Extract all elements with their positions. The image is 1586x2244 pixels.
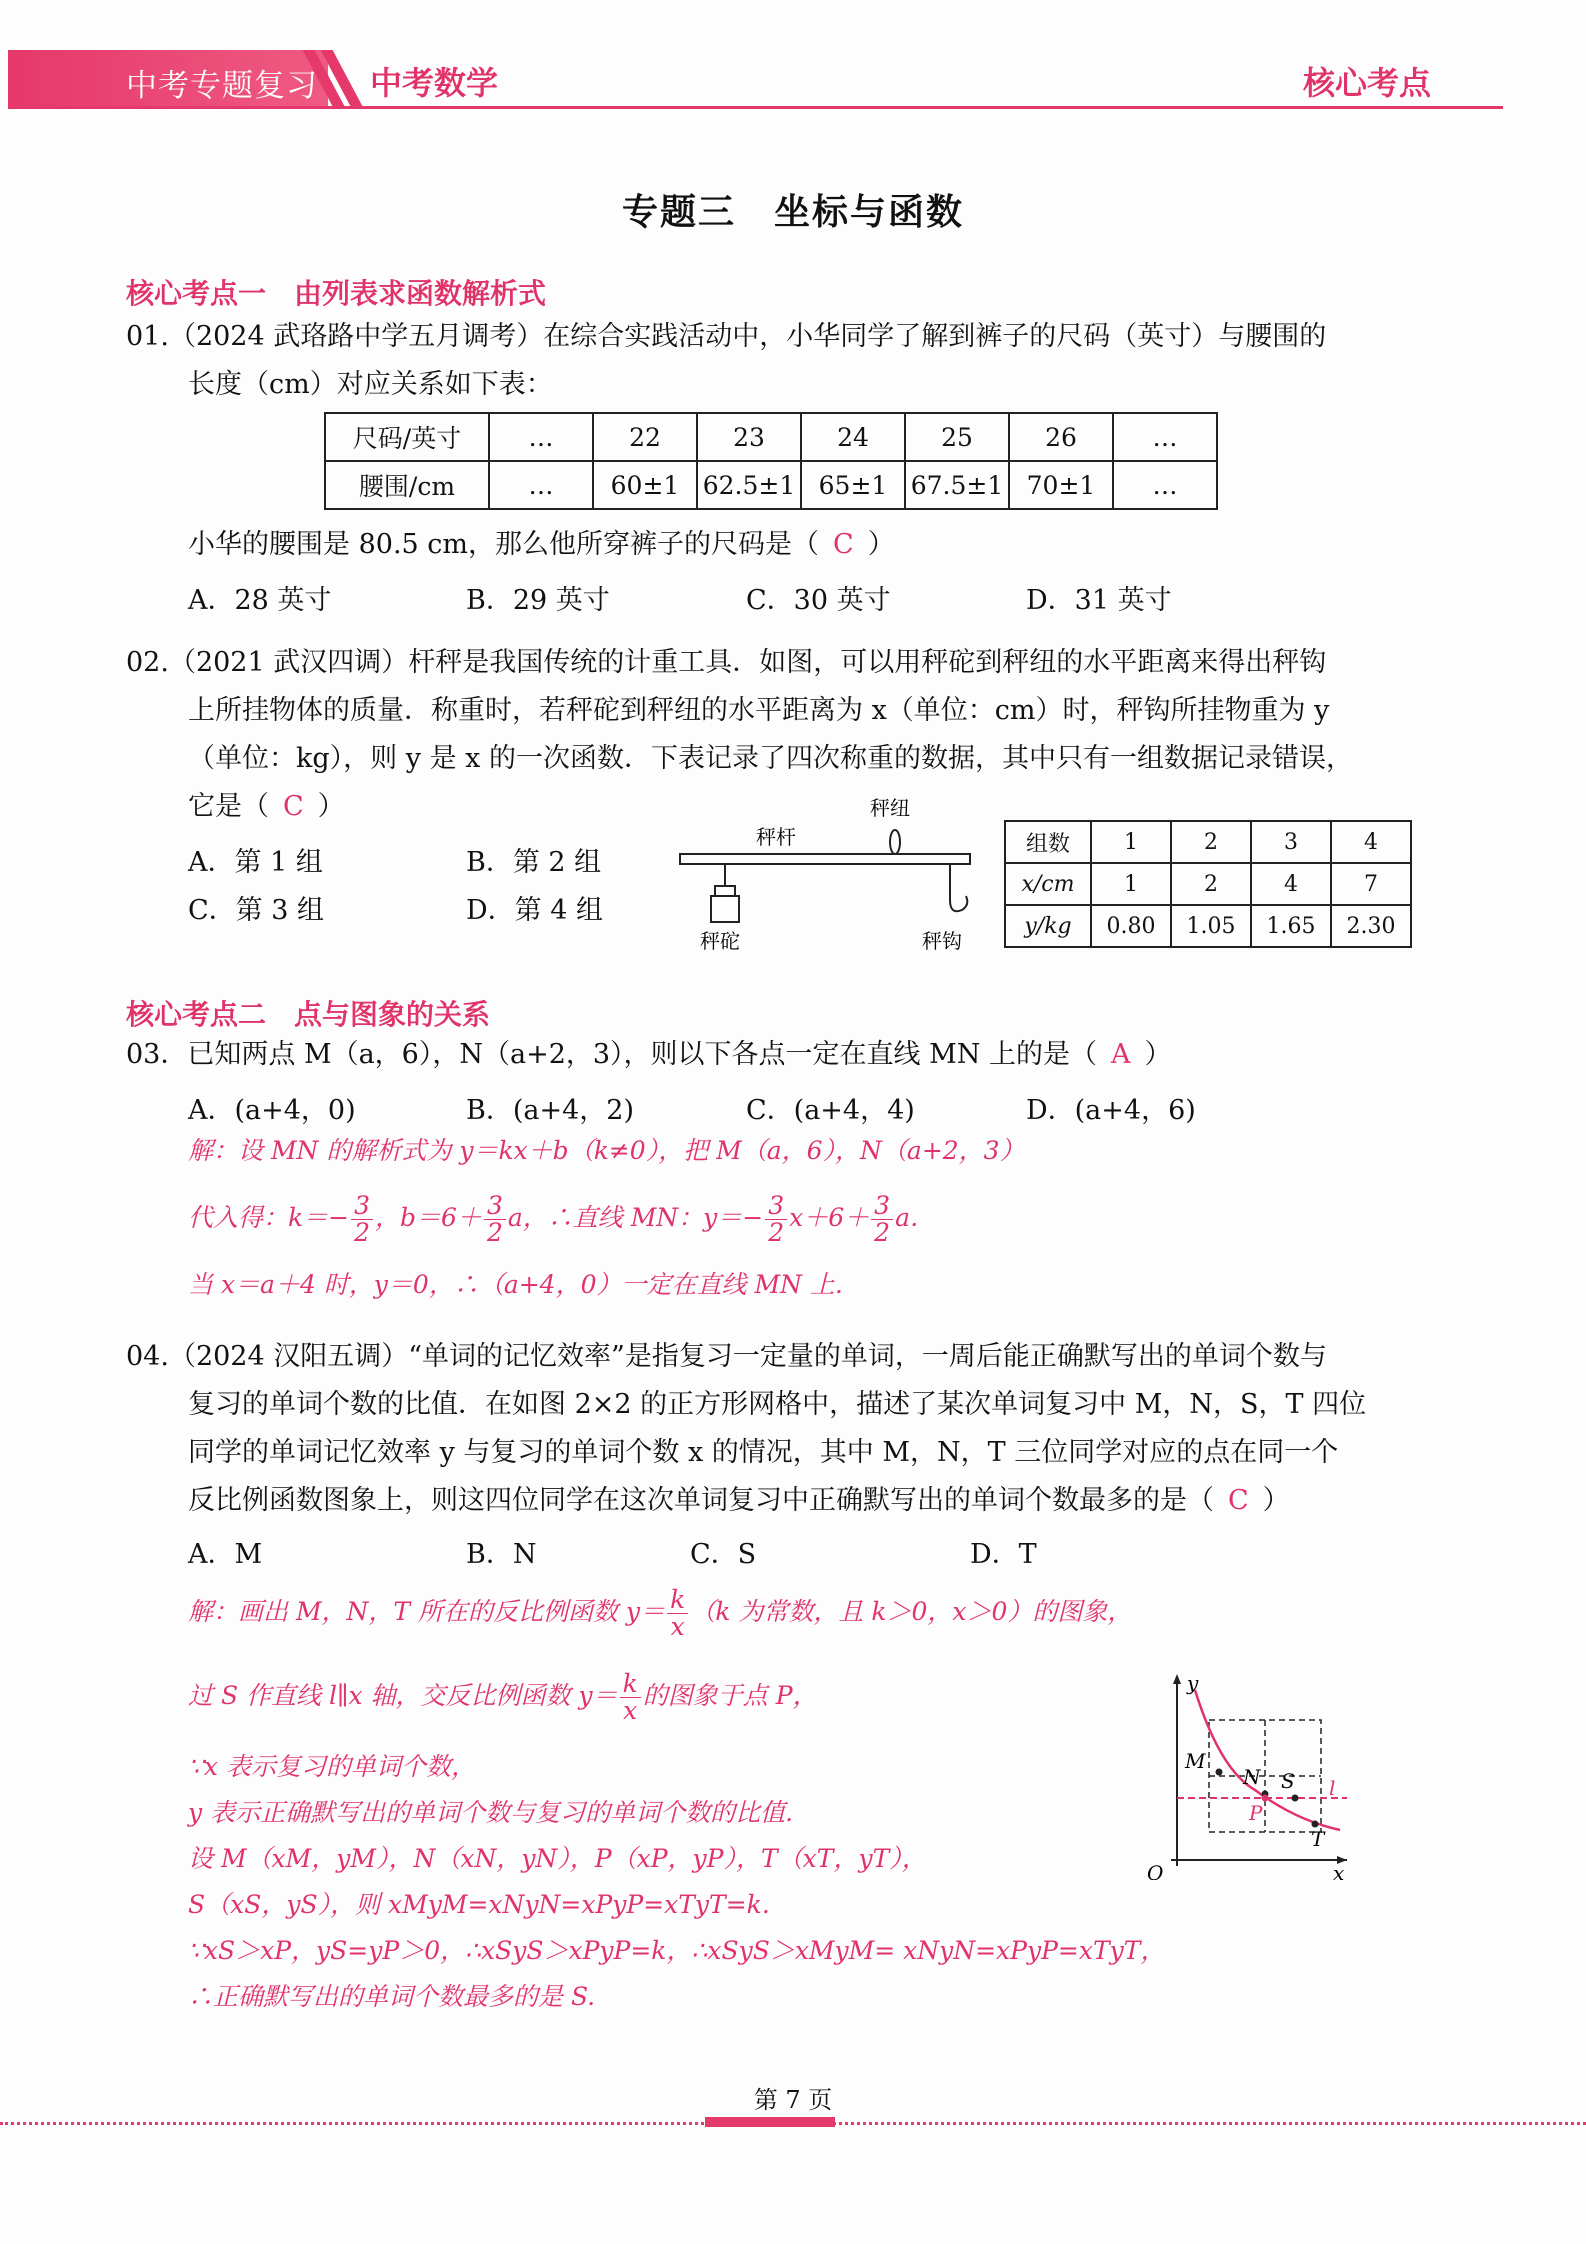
table-cell: 0.80: [1091, 905, 1171, 947]
point-s-label: S: [1281, 1769, 1295, 1793]
q4-line-2: 复习的单词个数的比值．在如图 2×2 的正方形网格中，描述了某次单词复习中 M，N，S，T 四位: [188, 1389, 1367, 1420]
q4-line-1: 04.（2024 汉阳五调）“单词的记忆效率”是指复习一定量的单词，一周后能正确默写出的单词个数与: [126, 1341, 1327, 1372]
q3-line-1: 03．已知两点 M（a，6），N（a+2，3），则以下各点一定在直线 MN 上的是（: [126, 1039, 1097, 1070]
q1-close: ）: [867, 529, 895, 560]
weight-body: [711, 896, 739, 922]
table-row: [325, 461, 1217, 509]
q3-solution-2: [188, 1188, 935, 1248]
table-cell: …: [1113, 461, 1217, 509]
table-row: [1005, 863, 1411, 905]
table-row: [1005, 821, 1411, 863]
point-s: [1292, 1795, 1299, 1802]
table-cell: 2: [1171, 821, 1251, 863]
q1-ask: 小华的腰围是 80.5 cm，那么他所穿裤子的尺码是（: [188, 529, 820, 560]
table-cell: 7: [1331, 863, 1411, 905]
q4-answer: C: [1228, 1485, 1249, 1516]
q4-sol2-part: 的图象于点 P，: [642, 1681, 818, 1710]
fraction-den: 2: [874, 1218, 891, 1247]
q2-option-d: D．第 4 组: [466, 895, 603, 926]
q2-option-a: A．第 1 组: [188, 847, 323, 878]
table-cell: 1: [1091, 821, 1171, 863]
q4-option-a: A．M: [188, 1539, 263, 1570]
q4-solution-4: y 表示正确默写出的单词个数与复习的单词个数的比值.: [188, 1798, 794, 1827]
fraction-num: k: [667, 1587, 688, 1614]
header-subject: 中考数学: [370, 64, 499, 102]
y-axis-arrow-icon: [1173, 1674, 1181, 1684]
table-cell: …: [1113, 413, 1217, 461]
q4-solution-2: [188, 1666, 818, 1726]
hook-icon: [950, 864, 967, 911]
q4-option-c: C．S: [690, 1539, 757, 1570]
inverse-function-graph: [1125, 1670, 1355, 1880]
table-cell: 67.5±1: [905, 461, 1009, 509]
section-heading-2: 核心考点二 点与图象的关系: [126, 998, 491, 1031]
grid-2x2: [1209, 1720, 1321, 1832]
table-cell: 25: [905, 413, 1009, 461]
q1-option-d: D．31 英寸: [1026, 585, 1172, 616]
steelyard-gan-label: 秤杆: [756, 825, 796, 849]
table-cell: 1.05: [1171, 905, 1251, 947]
point-p-label: P: [1249, 1801, 1263, 1825]
q2-option-c: C．第 3 组: [188, 895, 325, 926]
q3-sol2-part: a．: [895, 1203, 935, 1232]
table-cell: 70±1: [1009, 461, 1113, 509]
table-cell: …: [489, 461, 593, 509]
q2-data-table: [1004, 820, 1412, 948]
q3-answer: A: [1111, 1039, 1131, 1070]
page-title: 专题三 坐标与函数: [621, 192, 964, 233]
header-series-tab: [8, 50, 328, 108]
line-l-label: l: [1329, 1776, 1336, 1800]
q4-option-b: B．N: [466, 1539, 537, 1570]
table-cell: 24: [801, 413, 905, 461]
x-axis-label: x: [1333, 1861, 1345, 1880]
q4-question: [188, 1484, 1290, 1518]
q4-line-3: 同学的单词记忆效率 y 与复习的单词个数 x 的情况，其中 M，N，T 三位同学对应的点在同一个: [188, 1437, 1339, 1468]
table-cell: 4: [1251, 863, 1331, 905]
table-cell: 62.5±1: [697, 461, 801, 509]
q1-answer: C: [833, 529, 854, 560]
point-p: [1262, 1795, 1269, 1802]
table-cell: 1: [1091, 863, 1171, 905]
fraction-den: x: [623, 1696, 638, 1725]
steelyard-figure: [670, 790, 990, 960]
table-cell: 65±1: [801, 461, 905, 509]
q4-option-d: D．T: [970, 1539, 1037, 1570]
q2-line-1: 02.（2021 武汉四调）杆秤是我国传统的计重工具．如图，可以用秤砣到秤纽的水平距离来得出秤钩: [126, 647, 1327, 678]
fraction-num: 3: [871, 1193, 893, 1220]
header-series: 中考专题复习: [126, 68, 318, 104]
q3-sol2-part: 代入得：k＝−: [188, 1203, 350, 1232]
point-t-label: T: [1311, 1827, 1325, 1851]
q1-option-a: A．28 英寸: [188, 585, 332, 616]
fraction-num: 3: [351, 1193, 373, 1220]
table-cell: 60±1: [593, 461, 697, 509]
point-m: [1216, 1769, 1223, 1776]
section-heading-1: 核心考点一 由列表求函数解析式: [126, 277, 547, 310]
page-number: 第 7 页: [753, 2086, 833, 2114]
q4-solution-6: S（xS，yS），则 xMyM=xNyN=xPyP=xTyT=k.: [188, 1890, 770, 1919]
table-row: [325, 413, 1217, 461]
q1-size-table: [324, 412, 1218, 510]
q3-question: [126, 1038, 1172, 1072]
q3-option-d: D．(a+4，6): [1026, 1095, 1196, 1126]
table-cell: 1.65: [1251, 905, 1331, 947]
q2-line-2: 上所挂物体的质量．称重时，若秤砣到秤纽的水平距离为 x（单位：cm）时，秤钩所挂物重为 y: [188, 695, 1330, 726]
table-cell: 26: [1009, 413, 1113, 461]
table-cell: 2.30: [1331, 905, 1411, 947]
q1-option-c: C．30 英寸: [746, 585, 891, 616]
steelyard-knob: [890, 830, 900, 854]
q3-option-b: B．(a+4，2): [466, 1095, 634, 1126]
weight-top: [715, 886, 735, 896]
fraction-den: 2: [354, 1218, 371, 1247]
q2-close: ）: [317, 791, 345, 822]
fraction-den: 2: [486, 1218, 503, 1247]
table-row: [1005, 905, 1411, 947]
fraction: [484, 1193, 506, 1246]
q4-solution-8: ∴正确默写出的单词个数最多的是 S.: [188, 1982, 596, 2011]
fraction: [620, 1671, 641, 1724]
fraction-num: k: [620, 1671, 641, 1698]
point-n-label: N: [1243, 1765, 1261, 1789]
table-cell: 23: [697, 413, 801, 461]
q2-line-3: （单位：kg），则 y 是 x 的一次函数．下表记录了四次称重的数据，其中只有一组数据记录错误，: [188, 743, 1353, 774]
table-cell: 组数: [1005, 821, 1091, 863]
q1-line-1: 01.（2024 武珞路中学五月调考）在综合实践活动中，小华同学了解到裤子的尺码（英寸）与腰围的: [126, 321, 1327, 352]
header-right-label: 核心考点: [1302, 64, 1431, 102]
q3-close: ）: [1144, 1039, 1172, 1070]
q1-line-2: 长度（cm）对应关系如下表：: [188, 369, 553, 400]
q2-ask: 它是（: [188, 791, 269, 822]
fraction-num: 3: [765, 1193, 787, 1220]
fraction-den: 2: [768, 1218, 785, 1247]
point-m-label: M: [1185, 1749, 1206, 1773]
q2-option-b: B．第 2 组: [466, 847, 602, 878]
hyperbola-curve: [1195, 1690, 1340, 1830]
q3-option-a: A．(a+4，0): [188, 1095, 356, 1126]
q3-solution-3: 当 x＝a＋4 时，y＝0，∴（a+4，0）一定在直线 MN 上.: [188, 1270, 843, 1299]
table-cell: 腰围/cm: [325, 461, 489, 509]
table-cell: 2: [1171, 863, 1251, 905]
table-cell: 4: [1331, 821, 1411, 863]
q1-question: [188, 528, 895, 562]
header-rule: [8, 106, 1503, 109]
footer-accent-bar: [705, 2117, 835, 2127]
steelyard-gou-label: 秤钩: [922, 929, 962, 953]
q4-line-4: 反比例函数图象上，则这四位同学在这次单词复习中正确默写出的单词个数最多的是（: [188, 1485, 1214, 1516]
fraction-num: 3: [484, 1193, 506, 1220]
table-cell: x/cm: [1005, 863, 1091, 905]
fraction: [351, 1193, 373, 1246]
q3-sol2-part: a，∴直线 MN：y＝−: [507, 1203, 764, 1232]
table-cell: 尺码/英寸: [325, 413, 489, 461]
q4-sol2-part: 过 S 作直线 l∥x 轴，交反比例函数 y＝: [188, 1681, 618, 1710]
q3-option-c: C．(a+4，4): [746, 1095, 915, 1126]
fraction: [667, 1587, 688, 1640]
table-cell: 22: [593, 413, 697, 461]
y-axis-label: y: [1187, 1671, 1199, 1695]
q3-sol2-part: ，b＝6＋: [375, 1203, 482, 1232]
table-cell: …: [489, 413, 593, 461]
table-cell: 3: [1251, 821, 1331, 863]
q4-solution-5: 设 M（xM，yM），N（xN，yN），P（xP，yP），T（xT，yT），: [188, 1844, 927, 1873]
origin-label: O: [1147, 1861, 1164, 1880]
q3-solution-1: 解：设 MN 的解析式为 y＝kx＋b（k≠0），把 M（a，6），N（a+2，3）: [188, 1136, 1025, 1165]
q4-sol1-part: （k 为常数，且 k＞0，x＞0）的图象，: [690, 1597, 1133, 1626]
q4-solution-7: ∵xS＞xP，yS=yP＞0，∴xSyS＞xPyP=k，∴xSyS＞xMyM= xNyN=xPyP=xTyT，: [188, 1936, 1166, 1965]
q4-solution-1: [188, 1582, 1132, 1642]
steelyard-beam: [680, 854, 970, 864]
q3-sol2-part: x＋6＋: [789, 1203, 870, 1232]
steelyard-tuo-label: 秤砣: [700, 929, 740, 953]
q2-answer: C: [283, 791, 304, 822]
steelyard-niu-label: 秤纽: [870, 796, 910, 820]
fraction: [765, 1193, 787, 1246]
q4-sol1-part: 解：画出 M，N，T 所在的反比例函数 y＝: [188, 1597, 666, 1626]
table-cell: y/kg: [1005, 905, 1091, 947]
fraction: [871, 1193, 893, 1246]
q2-question: [188, 790, 345, 824]
q4-solution-3: ∵x 表示复习的单词个数，: [188, 1752, 476, 1781]
q4-close: ）: [1262, 1485, 1290, 1516]
fraction-den: x: [670, 1612, 685, 1641]
q1-option-b: B．29 英寸: [466, 585, 610, 616]
